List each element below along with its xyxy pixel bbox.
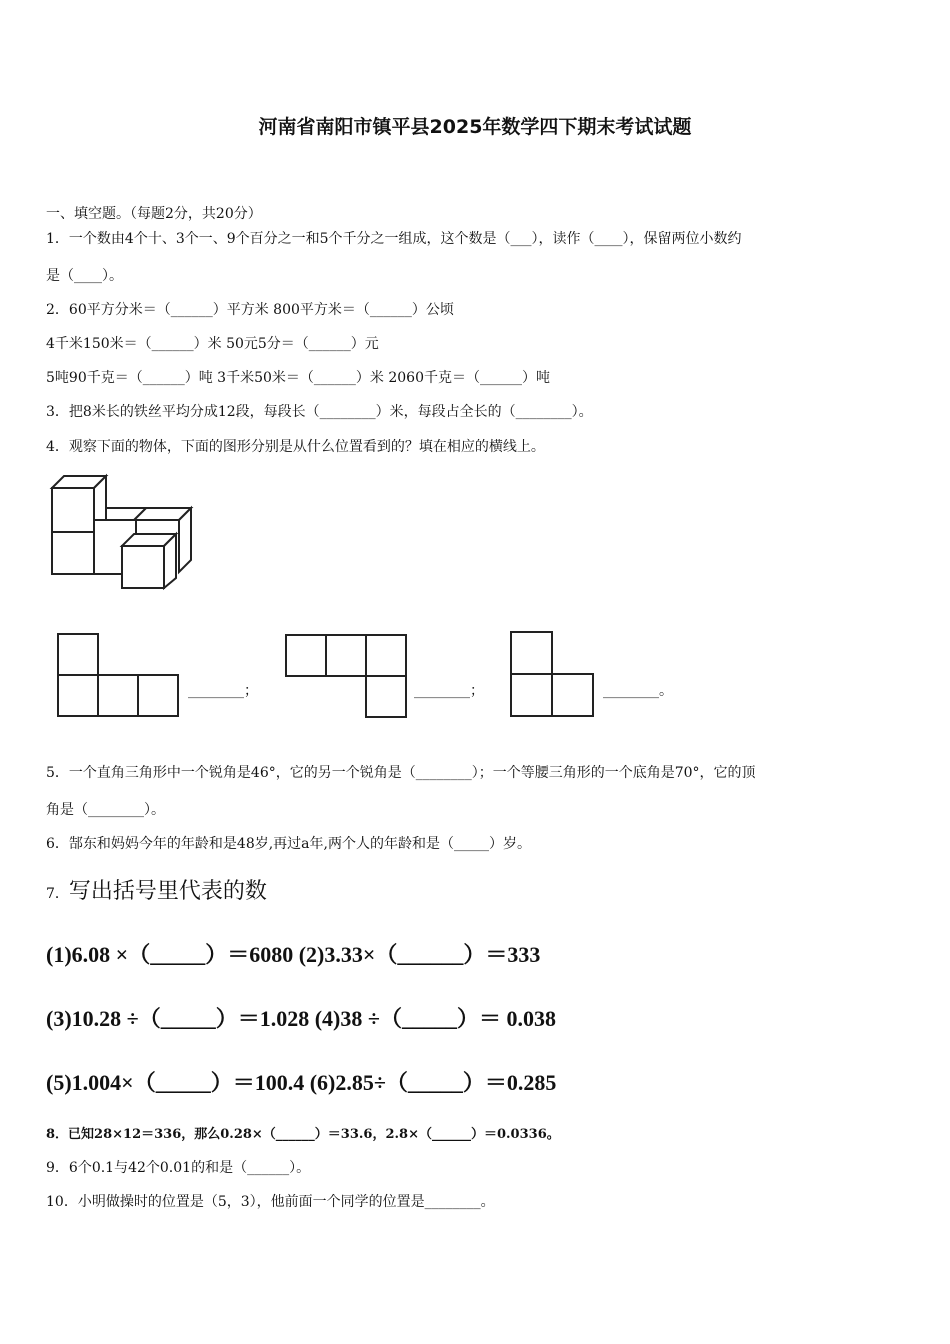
question-1-line-1: 1．一个数由4个十、3个一、9个百分之一和5个千分之一组成，这个数是（___），读作（____），保留两位小数约 bbox=[46, 231, 742, 247]
question-1-line-2: 是（____）。 bbox=[46, 268, 123, 284]
question-7-text: 写出括号里代表的数 bbox=[68, 879, 267, 904]
question-2-line-2: 4千米150米＝（______）米 50元5分＝（______）元 bbox=[46, 336, 379, 352]
question-9: 9．6个0.1与42个0.01的和是（______）。 bbox=[46, 1160, 311, 1176]
question-7-row-2: (3)10.28 ÷（_____）＝1.028 (4)38 ÷（_____）＝ 0.038 bbox=[46, 1006, 556, 1031]
question-3: 3．把8米长的铁丝平均分成12段，每段长（________）米，每段占全长的（________）。 bbox=[46, 404, 593, 420]
question-5-line-1: 5．一个直角三角形中一个锐角是46°，它的另一个锐角是（________）；一个等腰三角形的一个底角是70°，它的顶 bbox=[46, 765, 756, 781]
question-7-heading bbox=[46, 874, 267, 905]
question-2-line-3: 5吨90千克＝（______）吨 3千米50米＝（______）米 2060千克＝（______）吨 bbox=[46, 370, 550, 386]
view-1-answer-blank[interactable]: ________； bbox=[188, 683, 258, 699]
view-3-answer-blank[interactable]: ________。 bbox=[603, 683, 673, 699]
view-shape-2 bbox=[284, 633, 410, 721]
view-2-answer-blank[interactable]: ________； bbox=[414, 683, 484, 699]
view-shape-3 bbox=[509, 630, 597, 720]
view-shape-1 bbox=[56, 632, 182, 720]
question-10: 10．小明做操时的位置是（5，3），他前面一个同学的位置是________。 bbox=[46, 1194, 495, 1210]
question-7-row-3: (5)1.004×（_____）＝100.4 (6)2.85÷（_____）＝0.285 bbox=[46, 1070, 557, 1095]
question-8: 8．已知28×12＝336，那么0.28×（______）＝33.6，2.8×（______）＝0.0336。 bbox=[46, 1127, 560, 1142]
question-7-number: 7． bbox=[46, 886, 69, 902]
page-title: 河南省南阳市镇平县2025年数学四下期末考试试题 bbox=[258, 116, 692, 138]
question-6: 6．郜东和妈妈今年的年龄和是48岁,再过a年,两个人的年龄和是（_____）岁。 bbox=[46, 836, 531, 852]
section-heading: 一、填空题。（每题2分，共20分） bbox=[46, 206, 262, 222]
question-2-line-1: 2．60平方分米＝（______）平方米 800平方米＝（______）公顷 bbox=[46, 302, 454, 318]
question-4: 4．观察下面的物体，下面的图形分别是从什么位置看到的？填在相应的横线上。 bbox=[46, 439, 545, 455]
question-5-line-2: 角是（________）。 bbox=[46, 802, 165, 818]
question-7-row-1: (1)6.08 ×（_____）＝6080 (2)3.33×（______）＝333 bbox=[46, 942, 541, 967]
cube-stack-figure bbox=[46, 472, 196, 594]
